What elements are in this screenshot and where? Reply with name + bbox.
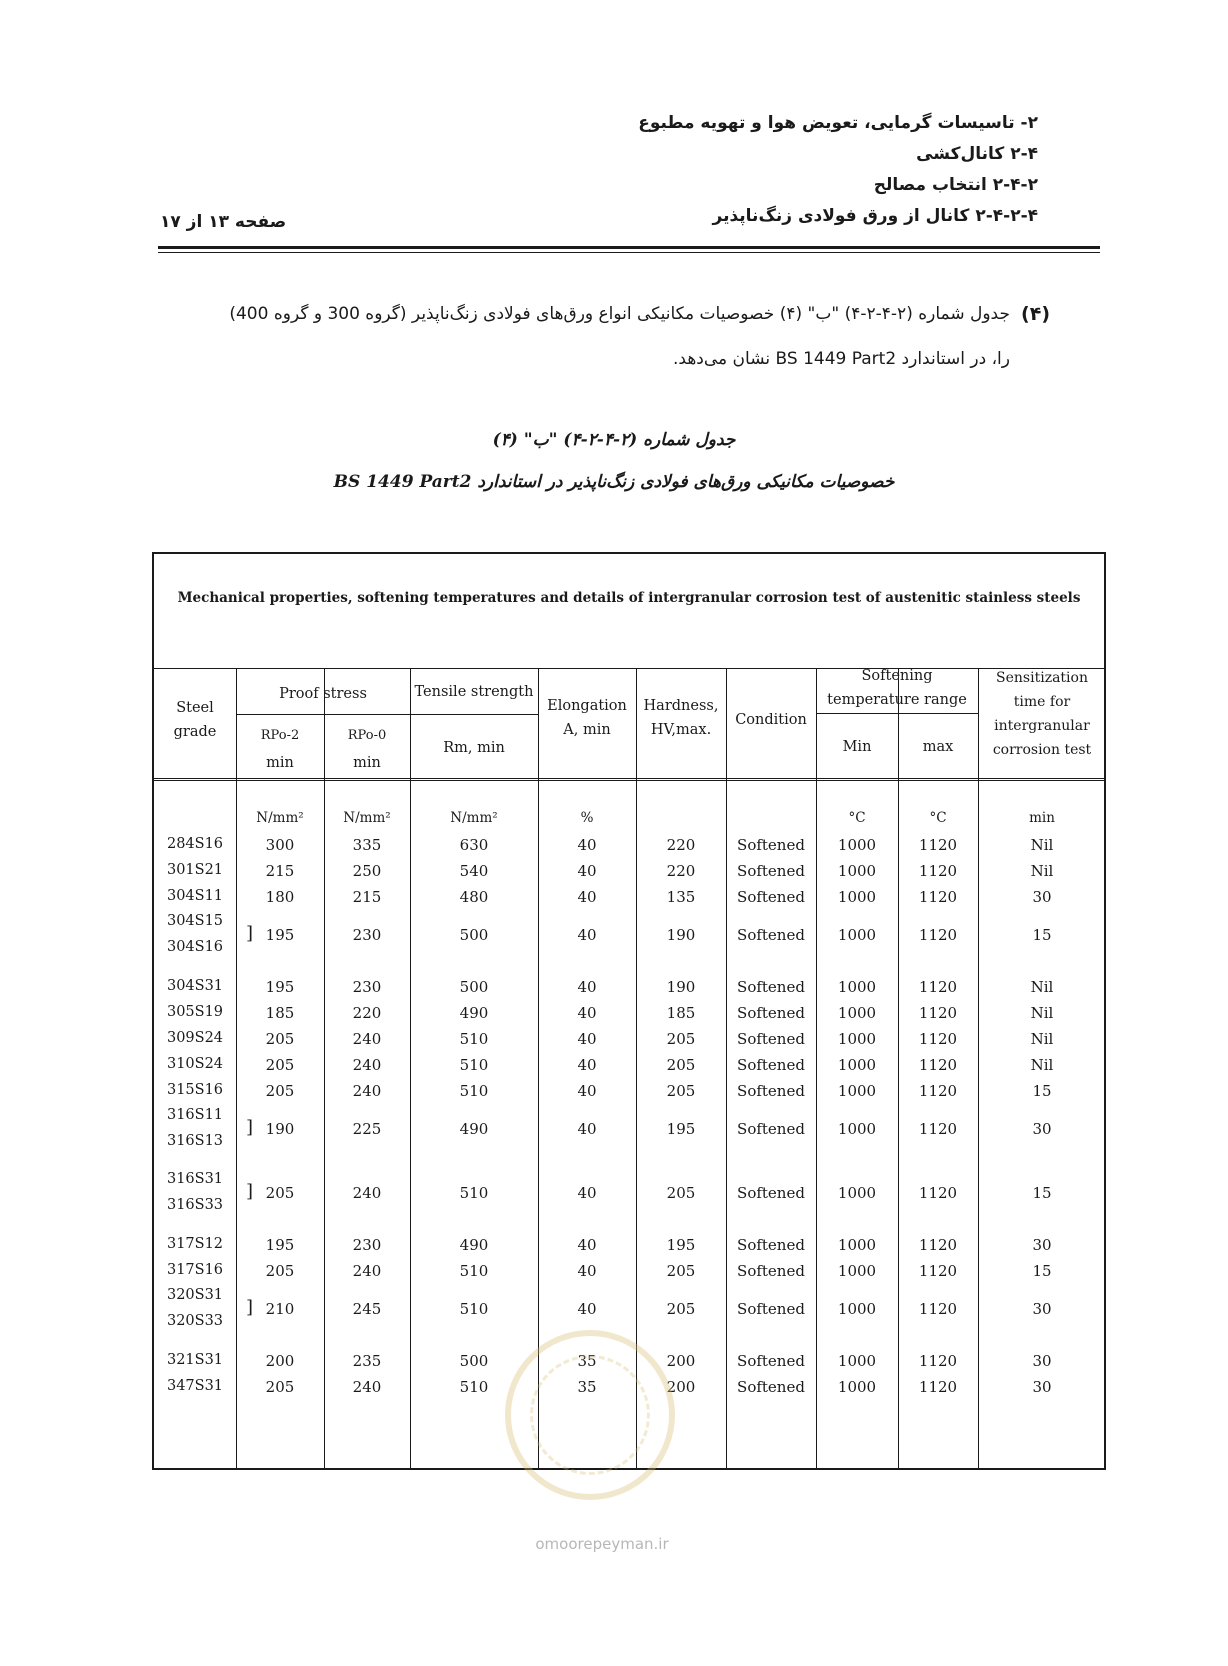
unit-rm: N/mm² bbox=[450, 810, 498, 826]
hv-cell: 195 bbox=[666, 1236, 696, 1254]
sens-cell: 15 bbox=[1032, 1262, 1052, 1280]
header-rm-min: Rm, min bbox=[443, 740, 505, 756]
rp10-cell: 250 bbox=[352, 862, 382, 880]
grade-bracket: ] bbox=[246, 923, 254, 944]
tmax-cell: 1120 bbox=[918, 888, 958, 906]
a-cell: 40 bbox=[577, 1184, 597, 1202]
rp10-cell: 240 bbox=[352, 1184, 382, 1202]
hv-cell: 220 bbox=[666, 836, 696, 854]
rp10-cell: 240 bbox=[352, 1082, 382, 1100]
tmax-cell: 1120 bbox=[918, 1120, 958, 1138]
hv-cell: 205 bbox=[666, 1300, 696, 1318]
steel-grade-cell: 304S15 bbox=[166, 913, 224, 929]
steel-grade-cell: 316S33 bbox=[166, 1197, 224, 1213]
rp02-cell: 205 bbox=[265, 1030, 295, 1048]
unit-a: % bbox=[580, 810, 594, 826]
rp10-cell: 230 bbox=[352, 926, 382, 944]
sens-cell: 30 bbox=[1032, 1352, 1052, 1370]
header-rp02-min: min bbox=[266, 755, 294, 771]
tmax-cell: 1120 bbox=[918, 862, 958, 880]
header-softening-min: Min bbox=[842, 739, 872, 755]
steel-grade-cell: 309S24 bbox=[166, 1030, 224, 1046]
cond-cell: Softened bbox=[737, 1056, 805, 1074]
header-hardness: Hardness, HV,max. bbox=[643, 698, 719, 738]
steel-grade-cell: 304S16 bbox=[166, 939, 224, 955]
rp02-cell: 195 bbox=[265, 978, 295, 996]
hv-cell: 135 bbox=[666, 888, 696, 906]
sens-cell: 30 bbox=[1032, 1378, 1052, 1396]
rm-cell: 510 bbox=[459, 1184, 489, 1202]
tmax-cell: 1120 bbox=[918, 1004, 958, 1022]
watermark-text: omoorepeyman.ir bbox=[535, 1535, 669, 1553]
rm-cell: 490 bbox=[459, 1236, 489, 1254]
steel-grade-cell: 310S24 bbox=[166, 1056, 224, 1072]
header-condition: Condition bbox=[735, 712, 807, 728]
rp10-cell: 245 bbox=[352, 1300, 382, 1318]
tmax-cell: 1120 bbox=[918, 1300, 958, 1318]
steel-grade-cell: 304S31 bbox=[166, 978, 224, 994]
header-bottom-rule bbox=[153, 778, 1105, 779]
header-softening-max: max bbox=[922, 739, 954, 755]
tmin-cell: 1000 bbox=[837, 1056, 877, 1074]
header-topic-title: ۲-۴-۲-۴ کانال از ورق فولادی زنگ‌ناپذیر bbox=[712, 206, 1038, 226]
paragraph-line-2: را، در استاندارد BS 1449 Part2 نشان می‌دهد. bbox=[673, 349, 1010, 369]
cond-cell: Softened bbox=[737, 836, 805, 854]
grade-bracket: ] bbox=[246, 1181, 254, 1202]
intro-paragraph bbox=[210, 292, 1050, 382]
rp10-cell: 230 bbox=[352, 978, 382, 996]
rm-cell: 500 bbox=[459, 926, 489, 944]
tmin-cell: 1000 bbox=[837, 1236, 877, 1254]
tmin-cell: 1000 bbox=[837, 888, 877, 906]
hv-cell: 205 bbox=[666, 1056, 696, 1074]
sens-cell: 30 bbox=[1032, 1300, 1052, 1318]
unit-tmin: °C bbox=[848, 810, 866, 826]
steel-grade-cell: 320S33 bbox=[166, 1313, 224, 1329]
rp10-cell: 335 bbox=[352, 836, 382, 854]
steel-grade-cell: 321S31 bbox=[166, 1352, 224, 1368]
tmax-cell: 1120 bbox=[918, 1184, 958, 1202]
rp10-cell: 240 bbox=[352, 1056, 382, 1074]
a-cell: 40 bbox=[577, 1236, 597, 1254]
grade-bracket: ] bbox=[246, 1117, 254, 1138]
hv-cell: 185 bbox=[666, 1004, 696, 1022]
sens-cell: Nil bbox=[1030, 862, 1054, 880]
cond-cell: Softened bbox=[737, 888, 805, 906]
a-cell: 35 bbox=[577, 1352, 597, 1370]
hv-cell: 205 bbox=[666, 1082, 696, 1100]
hv-cell: 205 bbox=[666, 1184, 696, 1202]
tmax-cell: 1120 bbox=[918, 1352, 958, 1370]
header-elongation: Elongation A, min bbox=[547, 698, 627, 738]
sens-cell: Nil bbox=[1030, 1056, 1054, 1074]
cond-cell: Softened bbox=[737, 1352, 805, 1370]
a-cell: 40 bbox=[577, 1300, 597, 1318]
unit-tmax: °C bbox=[929, 810, 947, 826]
sens-cell: 15 bbox=[1032, 926, 1052, 944]
cond-cell: Softened bbox=[737, 1030, 805, 1048]
header-rp02: RPo-2 bbox=[260, 728, 300, 743]
page-number: صفحه ۱۳ از ۱۷ bbox=[160, 212, 287, 232]
sens-cell: 30 bbox=[1032, 888, 1052, 906]
rp02-cell: 205 bbox=[265, 1184, 295, 1202]
rm-cell: 490 bbox=[459, 1004, 489, 1022]
sens-cell: 15 bbox=[1032, 1184, 1052, 1202]
tensile-sub-rule bbox=[410, 714, 538, 715]
table-title: Mechanical properties, softening temperatures and details of intergranular corrosion test of austenitic stainless steels bbox=[177, 590, 1081, 606]
rp02-cell: 205 bbox=[265, 1082, 295, 1100]
tmin-cell: 1000 bbox=[837, 836, 877, 854]
header-rule-thin bbox=[158, 252, 1100, 253]
rp02-cell: 205 bbox=[265, 1262, 295, 1280]
cond-cell: Softened bbox=[737, 1236, 805, 1254]
rm-cell: 490 bbox=[459, 1120, 489, 1138]
header-rule-thick bbox=[158, 246, 1100, 249]
unit-sens: min bbox=[1029, 810, 1055, 826]
hv-cell: 190 bbox=[666, 926, 696, 944]
steel-grade-cell: 316S13 bbox=[166, 1133, 224, 1149]
paragraph-line-1: جدول شماره (۲-۴-۲-۴) "ب" (۴) خصوصیات مکانیکی انواع ورق‌های فولادی زنگ‌ناپذیر (گروه 300 و گروه 400) bbox=[229, 304, 1010, 324]
cond-cell: Softened bbox=[737, 978, 805, 996]
rp02-cell: 205 bbox=[265, 1378, 295, 1396]
sens-cell: Nil bbox=[1030, 836, 1054, 854]
steel-grade-cell: 347S31 bbox=[166, 1378, 224, 1394]
steel-grade-cell: 320S31 bbox=[166, 1287, 224, 1303]
cond-cell: Softened bbox=[737, 1004, 805, 1022]
steel-grade-cell: 305S19 bbox=[166, 1004, 224, 1020]
rp02-cell: 190 bbox=[265, 1120, 295, 1138]
tmax-cell: 1120 bbox=[918, 1236, 958, 1254]
tmin-cell: 1000 bbox=[837, 1082, 877, 1100]
tmin-cell: 1000 bbox=[837, 1004, 877, 1022]
sens-cell: Nil bbox=[1030, 1030, 1054, 1048]
cond-cell: Softened bbox=[737, 926, 805, 944]
tmax-cell: 1120 bbox=[918, 1262, 958, 1280]
a-cell: 40 bbox=[577, 1056, 597, 1074]
sens-cell: 15 bbox=[1032, 1082, 1052, 1100]
tmin-cell: 1000 bbox=[837, 1378, 877, 1396]
unit-rp02: N/mm² bbox=[256, 810, 304, 826]
tmin-cell: 1000 bbox=[837, 926, 877, 944]
unit-rp10: N/mm² bbox=[343, 810, 391, 826]
rp10-cell: 240 bbox=[352, 1262, 382, 1280]
a-cell: 40 bbox=[577, 888, 597, 906]
rp10-cell: 220 bbox=[352, 1004, 382, 1022]
rp10-cell: 235 bbox=[352, 1352, 382, 1370]
header-tensile-strength: Tensile strength bbox=[414, 684, 534, 700]
rp02-cell: 300 bbox=[265, 836, 295, 854]
steel-grade-cell: 316S11 bbox=[166, 1107, 224, 1123]
tmin-cell: 1000 bbox=[837, 1120, 877, 1138]
sens-cell: Nil bbox=[1030, 978, 1054, 996]
hv-cell: 200 bbox=[666, 1378, 696, 1396]
cond-cell: Softened bbox=[737, 1184, 805, 1202]
tmin-cell: 1000 bbox=[837, 1300, 877, 1318]
hv-cell: 205 bbox=[666, 1030, 696, 1048]
a-cell: 40 bbox=[577, 978, 597, 996]
rp10-cell: 240 bbox=[352, 1030, 382, 1048]
tmin-cell: 1000 bbox=[837, 1184, 877, 1202]
rp02-cell: 185 bbox=[265, 1004, 295, 1022]
cond-cell: Softened bbox=[737, 1082, 805, 1100]
tmax-cell: 1120 bbox=[918, 926, 958, 944]
a-cell: 40 bbox=[577, 926, 597, 944]
document-header bbox=[638, 108, 1038, 232]
steel-grade-cell: 316S31 bbox=[166, 1171, 224, 1187]
rm-cell: 510 bbox=[459, 1300, 489, 1318]
table-caption-title: خصوصیات مکانیکی ورق‌های فولادی زنگ‌ناپذیر در استاندارد BS 1449 Part2 bbox=[333, 472, 895, 492]
rp10-cell: 230 bbox=[352, 1236, 382, 1254]
steel-grade-cell: 317S12 bbox=[166, 1236, 224, 1252]
tmax-cell: 1120 bbox=[918, 1082, 958, 1100]
header-subsubsection-title: ۲-۴-۲ انتخاب مصالح bbox=[873, 175, 1038, 195]
sens-cell: 30 bbox=[1032, 1120, 1052, 1138]
rp02-cell: 195 bbox=[265, 1236, 295, 1254]
header-sensitization: Sensitization time for intergranular corrosion test bbox=[992, 670, 1092, 758]
tmin-cell: 1000 bbox=[837, 1352, 877, 1370]
tmin-cell: 1000 bbox=[837, 978, 877, 996]
watermark-seal-inner bbox=[530, 1355, 650, 1475]
steel-grade-cell: 317S16 bbox=[166, 1262, 224, 1278]
header-rp10: RPo-0 bbox=[347, 728, 387, 743]
sens-cell: Nil bbox=[1030, 1004, 1054, 1022]
tmax-cell: 1120 bbox=[918, 836, 958, 854]
a-cell: 40 bbox=[577, 1120, 597, 1138]
a-cell: 40 bbox=[577, 1082, 597, 1100]
rm-cell: 510 bbox=[459, 1056, 489, 1074]
column-rule-9 bbox=[978, 668, 979, 1468]
header-proof-stress: Proof stress bbox=[279, 686, 367, 702]
a-cell: 40 bbox=[577, 862, 597, 880]
rp10-cell: 225 bbox=[352, 1120, 382, 1138]
rp02-cell: 195 bbox=[265, 926, 295, 944]
hv-cell: 200 bbox=[666, 1352, 696, 1370]
tmax-cell: 1120 bbox=[918, 1056, 958, 1074]
rm-cell: 510 bbox=[459, 1262, 489, 1280]
rm-cell: 540 bbox=[459, 862, 489, 880]
table-caption-number: جدول شماره (۲-۴-۲-۴) "ب" (۴) bbox=[492, 430, 736, 450]
grade-bracket: ] bbox=[246, 1297, 254, 1318]
rp10-cell: 215 bbox=[352, 888, 382, 906]
proof-stress-sub-rule bbox=[236, 714, 410, 715]
rp02-cell: 210 bbox=[265, 1300, 295, 1318]
tmax-cell: 1120 bbox=[918, 1378, 958, 1396]
hv-cell: 195 bbox=[666, 1120, 696, 1138]
rm-cell: 510 bbox=[459, 1378, 489, 1396]
rp02-cell: 200 bbox=[265, 1352, 295, 1370]
hv-cell: 190 bbox=[666, 978, 696, 996]
steel-grade-cell: 301S21 bbox=[166, 862, 224, 878]
a-cell: 40 bbox=[577, 1262, 597, 1280]
rp10-cell: 240 bbox=[352, 1378, 382, 1396]
rm-cell: 630 bbox=[459, 836, 489, 854]
tmin-cell: 1000 bbox=[837, 862, 877, 880]
rm-cell: 500 bbox=[459, 978, 489, 996]
tmax-cell: 1120 bbox=[918, 978, 958, 996]
cond-cell: Softened bbox=[737, 1262, 805, 1280]
rm-cell: 510 bbox=[459, 1030, 489, 1048]
sens-cell: 30 bbox=[1032, 1236, 1052, 1254]
cond-cell: Softened bbox=[737, 1300, 805, 1318]
hv-cell: 205 bbox=[666, 1262, 696, 1280]
header-softening-range: Softening temperature range bbox=[827, 668, 967, 708]
rm-cell: 480 bbox=[459, 888, 489, 906]
rp02-cell: 215 bbox=[265, 862, 295, 880]
steel-grade-cell: 284S16 bbox=[166, 836, 224, 852]
a-cell: 40 bbox=[577, 836, 597, 854]
rm-cell: 510 bbox=[459, 1082, 489, 1100]
softening-sub-rule bbox=[816, 713, 978, 714]
header-subsection-title: ۲-۴ کانال‌کشی bbox=[916, 144, 1038, 164]
header-bottom-rule-2 bbox=[153, 780, 1105, 781]
rp02-cell: 205 bbox=[265, 1056, 295, 1074]
steel-grade-cell: 315S16 bbox=[166, 1082, 224, 1098]
rp02-cell: 180 bbox=[265, 888, 295, 906]
header-rp10-min: min bbox=[353, 755, 381, 771]
cond-cell: Softened bbox=[737, 1120, 805, 1138]
paragraph-number: (۴) bbox=[1021, 303, 1050, 325]
tmin-cell: 1000 bbox=[837, 1262, 877, 1280]
tmax-cell: 1120 bbox=[918, 1030, 958, 1048]
steel-grade-cell: 304S11 bbox=[166, 888, 224, 904]
header-steel-grade: Steel grade bbox=[173, 700, 217, 740]
a-cell: 40 bbox=[577, 1030, 597, 1048]
rm-cell: 500 bbox=[459, 1352, 489, 1370]
header-section-title: ۲- تاسیسات گرمایی، تعویض هوا و تهویه مطبوع bbox=[638, 113, 1038, 133]
cond-cell: Softened bbox=[737, 862, 805, 880]
tmin-cell: 1000 bbox=[837, 1030, 877, 1048]
cond-cell: Softened bbox=[737, 1378, 805, 1396]
a-cell: 40 bbox=[577, 1004, 597, 1022]
a-cell: 35 bbox=[577, 1378, 597, 1396]
hv-cell: 220 bbox=[666, 862, 696, 880]
